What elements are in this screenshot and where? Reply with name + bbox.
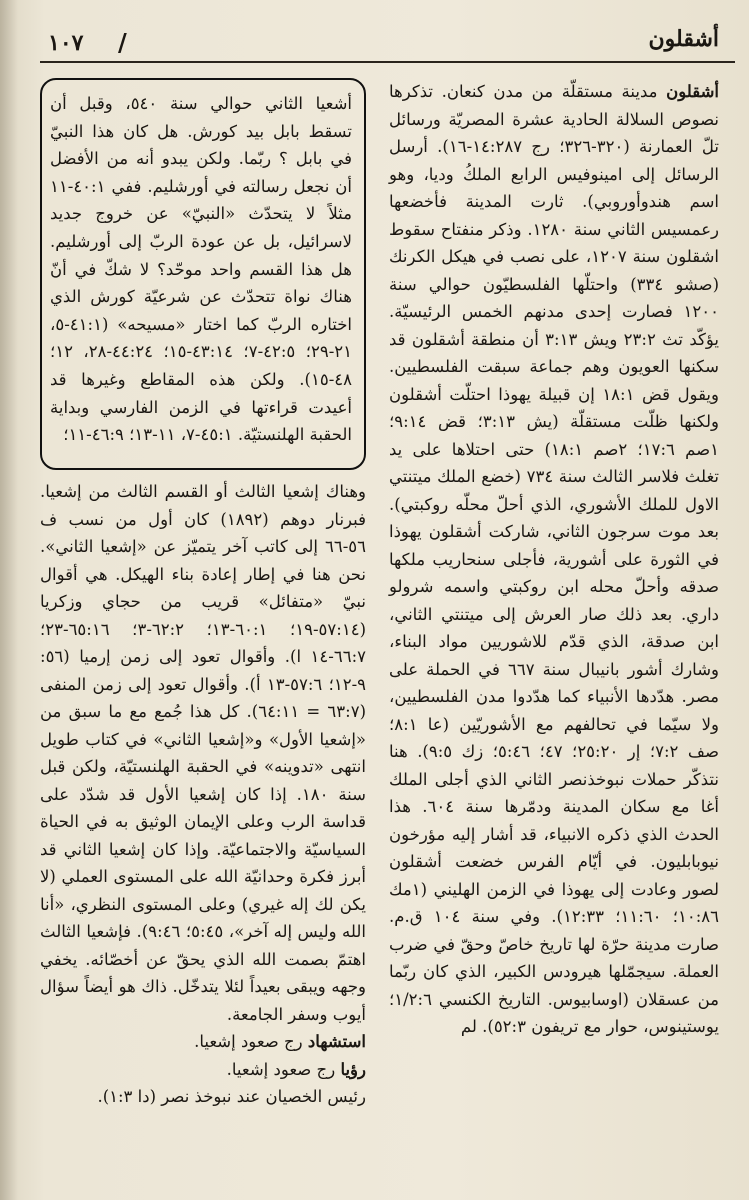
entry-text: رج صعود إشعيا. [194,1032,308,1051]
right-column [389,78,719,1041]
third-isaiah-paragraph: وهناك إشعيا الثالث أو القسم الثالث من إشعيا. فبرنار دوهم (١٨٩٢) كان أول من نسب ف ٥٦-٦٦ إلى كاتب آخر يتميّز عن «إشعيا الثاني». نحن هنا في إطار إعادة بناء الهيكل. هي أقوال نبيّ «متفائل» قريب من حجاي وزكريا (٥٧:١٤-١٩؛ ٦٠:١-١٣؛ ٦٢:٢-٣؛ ٦٥:١٦-٢٣؛ ٦٦:٧-١٤ ا). وأقوال تعود إلى زمن إرميا (٥٦: ٩-١٢؛ ٥٧:٦-١٣ أ). وأقوال تعود إلى زمن المنفى (٦٣:٧ = ٦٤:١١). كل هذا جُمع مع ما سبق من «إشعيا الأول» و«إشعيا الثاني» في كتاب طويل انتهى «تدوينه» في الحقبة الهلنستيّة، ولكن قبل سنة ١٨٠. إذا كان إشعيا الأول قد شدّد على قداسة الرب وعلى الإيمان الوثيق به في الحياة السياسيّة والاجتماعيّة. وإذا كان إشعيا الثاني قد أبرز فكرة وحدانيّة الله على المستوى العملي (لا يكن لك إله غيري) وعلى المستوى النظري، «أنا الله وليس إله آخر»، ٥:٤٥؛ ٩:٤٦). فإشعيا الثالث اهتمّ بصمت الله الذي يحقّ عن أخصّائه. يخفي وجهه ويبقى بعيداً لئلا يتدخّل. ذاك هو أيضاً سؤال أيوب وسفر الجامعة. [40,482,367,1024]
header-rule [40,61,735,63]
running-title: أشقلون [648,26,719,52]
page-number: ١٠٧ [48,30,84,56]
entry-term: أشقلون [666,82,719,101]
entry-term: استشهاد [307,1032,366,1051]
cross-ref-entry [40,1083,366,1111]
cross-ref-entry [40,1028,366,1056]
ashkelon-entry [389,78,719,1041]
entry-term: رؤيا [340,1059,366,1079]
header-separator: / [118,28,127,57]
boxed-passage-text: أشعيا الثاني حوالي سنة ٥٤٠، وقبل أن تسقط بابل بيد كورش. هل كان هذا النبيّ في بابل ؟ ربّما. ولكن يبدو أنه من الأفضل أن نجعل رسالته في أورشليم. ففي ٤٠:١-١١ مثلاً لا يتحدّث «النبيّ» عن خروج جديد لاسرائيل، بل عن عودة الربّ إلى أورشليم. هل هذا القسم واحد موحّد؟ لا شكّ في أنّ هناك نواة تتحدّث عن شرعيّة كورش الذي اختاره الربّ كما اختار «مسيحه» (٤١:١-٥، ٢١-٢٩؛ ٤٢:٥-٧؛ ٤٣:١٤-١٥؛ ٤٤:٢٤-٢٨، ١٢؛٤٨-١٥). ولكن هذه المقاطع وغيرها قد أعيدت قراءتها في الزمن الفارسي وبداية الحقبة الهلنستيّة. ٤٥:١-٧، ١١-١٣؛ ٤٦:٩-١١؛ [50,94,352,445]
page-header [0,0,749,62]
gutter-shadow [0,0,18,1200]
entry-body: مدينة مستقلّة من مدن كنعان. تذكرها نصوص السلالة الحادية عشرة المصريّة ورسائل تلّ العمارنة (٣٢٠-٣٢٦؛ رج ١٤:٢٨٧-١٦). أرسل الرسائل إلى امينوفيس الرابع الملكُ وديا، وهو اسم هندوأوروبي). ثارت المدينة فأخضعها رعمسيس الثاني سنة ١٢٨٠. وذكر منفتاح سقوط اشقلون سنة ١٢٠٧، على نصب في هيكل الكرنك (صشو ٣٣٤) واحتلّها الفلسطيّون حوالي سنة ١٢٠٠ فصارت إحدى مدنهم الخمس الرئيسيّة. يؤكّد تث ٢٣:٢ ويش ٣:١٣ أن منطقة أشقلون قد سكنها العويون وهم جماعة سبقت الفلسطيين. ويقول قض ١٨:١ إن قبيلة يهوذا احتلّت أشقلون ولكنها ظلّت مستقلّة (يش ٣:١٣؛ قض ٩:١٤؛ ١صم ١٧:٦؛ ٢صم ١٨:١) حتى احتلاها على يد تغلث فلاسر الثالث سنة ٧٣٤ (خضع الملك ميتنتي الاول للملك الأشوري، الذي أحلّ محلّه روكبتي). بعد موت سرجون الثاني، شاركت أشقلون يهوذا في الثورة على أشورية، فأجلى سنحاريب ملكها صدقه وأحلّ محله ابن روكبتي واسمه شرولو داري. بعد ذلك صار العرش إلى ميتنتي الثاني، ابن صدقة، الذي قدّم للاشوريين مواد البناء، وشارك أشور بانيبال سنة ٦٦٧ في الحملة على مصر. هدّدها الأنبياء كما هدّدوا مدن الفلسطيين، ولا سيّما في تحالفهم مع الأشوريّين (عا ٨:١؛ صف ٧:٢؛ إر ٢٥:٢٠؛ ٤٧؛ ٥:٤٦؛ زك ٩:٥). هنا نتذكّر حملات نبوخذنصر الثاني الذي أجلى الملك أغا مع سكان المدينة ودمّرها سنة ٦٠٤. هذا الحدث الذي ذكره الانبياء، قد أشار إليه مؤرخون نيوبابليون. في أيّام الفرس خضعت أشقلون لصور وعادت إلى يهوذا في الزمن الهليني (١مك ١٠:٨٦؛ ١١:٦٠؛ ١٢:٣٣). وفي سنة ١٠٤ ق.م. صارت مدينة حرّة لها تاريخ خاصّ وحقّ في ضرب العملة. سيجمّلها هيرودس الكبير، الذي كان ربّما من عسقلان (اوسابيوس. التاريخ الكنسي ١/٢:٦؛ يوستينوس، حوار مع تريفون ٥٢:٣). لم [389,82,720,1036]
cross-ref-entry [40,1056,366,1084]
entry-text: رئيس الخصيان عند نبوخذ نصر (دا ١:٣). [97,1087,366,1106]
entry-text: رج صعود إشعيا. [226,1059,341,1079]
left-column [40,478,366,1111]
boxed-passage [40,78,366,470]
